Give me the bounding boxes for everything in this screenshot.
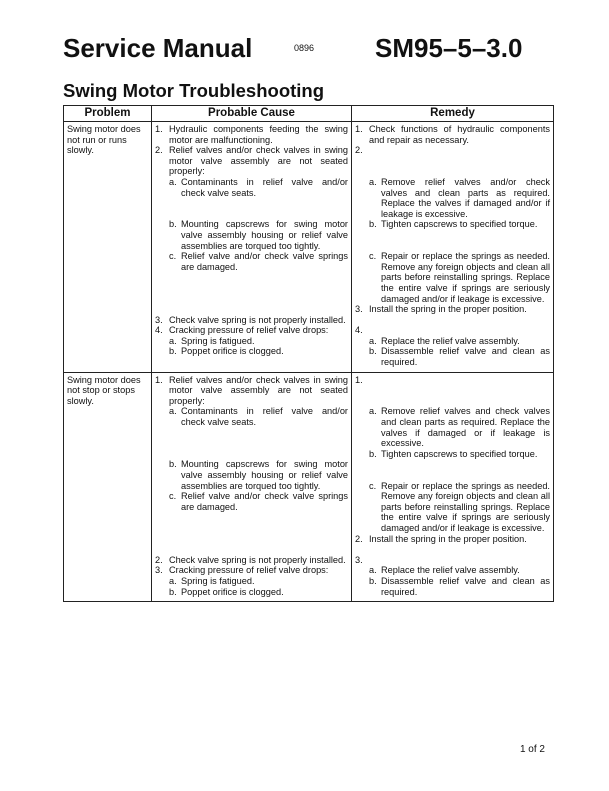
remedy-cell: 1. a. Remove relief valves and check valves and clean parts as required. Replace the valves if damaged or if leakage is excessive. b. Tighten capscrews to specified torque. c. Repair or replace the springs as needed. Remove any foreign objects and clean all parts before reinstalling springs. Replace the entire valve if springs are seriously damaged and/or if leakage is excessive. 2. Install the spring in the proper position. 3. a. Replace the relief valve assembly. b. Disassemble relief valve and clean as required. xyxy=(352,372,554,601)
column-header-remedy: Remedy xyxy=(352,106,554,122)
cause-cell: 1. Hydraulic components feeding the swing motor are malfunctioning. 2. Relief valves and/or check valves in swing motor valve assembly are not seated properly: a. Contaminants in relief valve and/or check valve seats. b. Mounting capscrews for swing motor valve assembly housing or relief valve assemblies are torqued too tightly. c. Relief valve and/or check valve springs are damaged. 3. Check valve spring is not properly installed. 4. Cracking pressure of relief valve drops: a. Spring is fatigued. b. Poppet orifice is clogged. xyxy=(152,122,352,373)
column-header-problem: Problem xyxy=(64,106,152,122)
remedy-subitem: Tighten capscrews to specified torque. xyxy=(381,219,538,230)
remedy-subitem: Repair or replace the springs as needed. Remove any foreign objects and clean all parts before reinstalling springs. Replace the entire valve if springs are seriously damaged and/or if leakage is excessive. xyxy=(381,480,550,533)
cause-subitem: Spring is fatigued. xyxy=(181,575,255,586)
remedy-subitem: Repair or replace the springs as needed. Remove any foreign objects and clean all parts before reinstalling springs. Replace the entire valve if springs are seriously damaged and/or if leakage is excessive. xyxy=(381,251,550,304)
table-header-row xyxy=(64,106,554,122)
cause-item: Check valve spring is not properly installed. xyxy=(169,554,346,565)
problem-cell xyxy=(64,122,152,373)
column-header-cause: Probable Cause xyxy=(152,106,352,122)
cause-subitem: Contaminants in relief valve and/or check valve seats. xyxy=(181,406,348,428)
problem-cell xyxy=(64,372,152,601)
cause-subitem: Contaminants in relief valve and/or check valve seats. xyxy=(181,176,348,198)
section-title: Swing Motor Troubleshooting xyxy=(63,80,325,101)
revision-code: 0896 xyxy=(294,43,315,53)
cause-subitem: Mounting capscrews for swing motor valve assembly housing or relief valve assemblies are torqued too tightly. xyxy=(181,459,348,491)
remedy-subitem: Disassemble relief valve and clean as required. xyxy=(381,575,550,597)
document-number: SM95–5–3.0 xyxy=(375,33,523,63)
cause-subitem: Spring is fatigued. xyxy=(181,335,255,346)
remedy-subitem: Disassemble relief valve and clean as required. xyxy=(381,346,550,368)
remedy-cell: 1. Check functions of hydraulic components and repair as necessary. 2. a. Remove relief valves and/or check valves and clean parts as required. Replace the valves if damaged and/or if leakage is excessive. b. Tighten capscrews to specified torque. c. Repair or replace the springs as needed. Remove any foreign objects and clean all parts before reinstalling springs. Replace the entire valve if springs are seriously damaged and/or if leakage is excessive. 3. Install the spring in the proper position. 4. a. Replace the relief valve assembly. b. Disassemble relief valve and clean as required. xyxy=(352,122,554,373)
cause-item: Cracking pressure of relief valve drops: xyxy=(169,565,329,576)
cause-subitem: Relief valve and/or check valve springs are damaged. xyxy=(181,251,348,272)
cause-item: Cracking pressure of relief valve drops: xyxy=(169,325,329,336)
cause-cell: 1. Relief valves and/or check valves in swing motor valve assembly are not seated properly: a. Contaminants in relief valve and/or check valve seats. b. Mounting capscrews for swing motor valve assembly housing or relief valve assemblies are torqued too tightly. c. Relief valve and/or check valve springs are damaged. 2. Check valve spring is not properly installed. 3. Cracking pressure of relief valve drops: a. Spring is fatigued. b. Poppet orifice is clogged. xyxy=(152,372,352,601)
remedy-item: Install the spring in the proper position. xyxy=(369,533,527,544)
cause-item: Hydraulic components feeding the swing motor are malfunctioning. xyxy=(169,124,348,145)
cause-item: Relief valves and/or check valves in swing motor valve assembly are not seated properly: xyxy=(169,374,348,406)
remedy-subitem: Remove relief valves and check valves and clean parts as required. Replace the valves if damaged or if leakage is excessive. xyxy=(381,406,550,449)
remedy-subitem: Tighten capscrews to specified torque. xyxy=(381,448,538,459)
remedy-subitem: Remove relief valves and/or check valves and clean parts as required. Replace the valves if damaged and/or if leakage is excessive. xyxy=(381,176,550,219)
page-number: 1 of 2 xyxy=(519,744,545,755)
manual-title: Service Manual xyxy=(63,33,253,63)
cause-item: Relief valves and/or check valves in swing motor valve assembly are not seated properly: xyxy=(169,145,348,177)
remedy-item: Check functions of hydraulic components and repair as necessary. xyxy=(369,124,550,145)
remedy-subitem: Replace the relief valve assembly. xyxy=(381,335,520,346)
table-row xyxy=(64,372,554,601)
cause-subitem: Relief valve and/or check valve springs are damaged. xyxy=(181,491,348,512)
cause-subitem: Poppet orifice is clogged. xyxy=(181,346,284,357)
cause-item: Check valve spring is not properly installed. xyxy=(169,314,346,325)
cause-subitem: Poppet orifice is clogged. xyxy=(181,586,284,597)
table-row xyxy=(64,122,554,373)
problem-text: Swing motor does not run or runs slowly. xyxy=(67,124,141,156)
remedy-subitem: Replace the relief valve assembly. xyxy=(381,565,520,576)
troubleshooting-table xyxy=(63,105,554,602)
remedy-item: Install the spring in the proper position. xyxy=(369,304,527,315)
problem-text: Swing motor does not stop or stops slowly. xyxy=(67,374,141,406)
cause-subitem: Mounting capscrews for swing motor valve assembly housing or relief valve assemblies are torqued too tightly. xyxy=(181,219,348,251)
